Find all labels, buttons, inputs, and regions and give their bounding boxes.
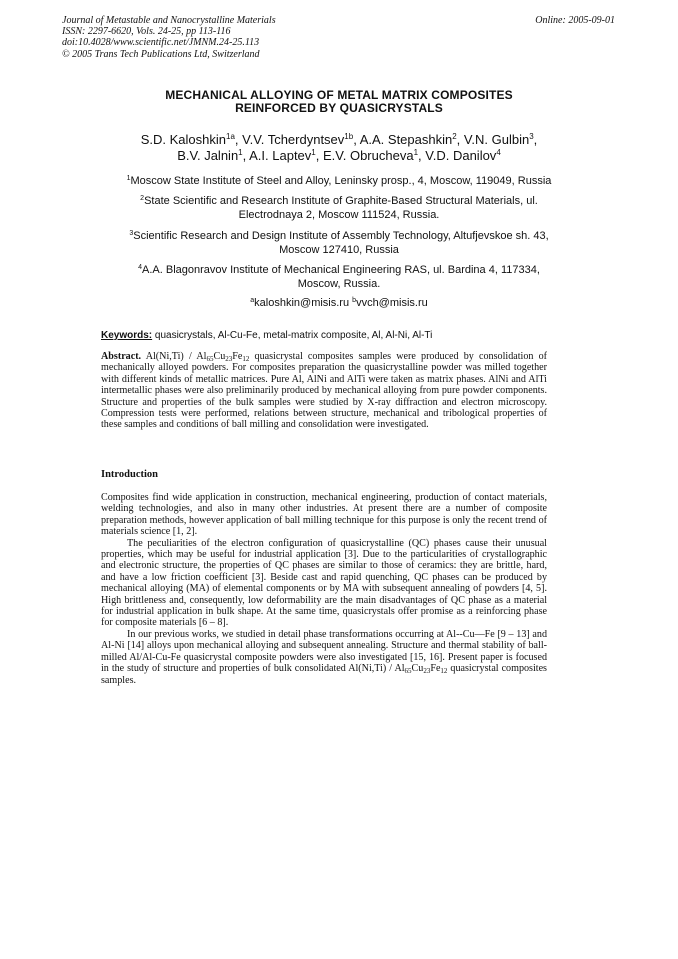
affil-text: Moscow, Russia. [297, 277, 381, 290]
abstract-label: Abstract. [101, 351, 142, 362]
affil-mark: 1 [126, 175, 131, 182]
author: V.D. Danilov [425, 148, 497, 163]
online-date: Online: 2005-09-01 [535, 15, 615, 26]
copyright-line: © 2005 Trans Tech Publications Ltd, Switzerland [62, 48, 260, 60]
title-line-2: REINFORCED BY QUASICRYSTALS [235, 101, 443, 115]
author: S.D. Kaloshkin [140, 132, 226, 147]
doi-line: doi:10.4028/www.scientific.net/JMNM.24-25.113 [62, 37, 260, 49]
email-mark: a [250, 297, 255, 304]
affiliation-2 [80, 195, 598, 223]
title-line-1: MECHANICAL ALLOYING OF METAL MATRIX COMPOSITES [165, 88, 513, 102]
subscript: 23 [423, 667, 431, 676]
subscript: 65 [206, 355, 214, 363]
affil-text: Electrodnaya 2, Moscow 111524, Russia. [238, 208, 440, 221]
author: V.V. Tcherdyntsev [242, 132, 345, 147]
affil-text: Moscow 127410, Russia [279, 243, 399, 256]
author: V.N. Gulbin [463, 132, 530, 147]
author-affil-mark: 2 [452, 132, 457, 141]
author: A.A. Stepashkin [359, 132, 453, 147]
author-affil-mark: 1b [344, 132, 354, 141]
email-link[interactable]: vvch@misis.ru [356, 297, 428, 309]
abstract [101, 351, 547, 431]
section-heading-introduction: Introduction [101, 469, 158, 480]
abstract-text: Cu [213, 351, 226, 362]
keywords-line [101, 330, 601, 342]
author-affil-mark: 3 [529, 132, 534, 141]
subscript: 12 [242, 355, 250, 363]
intro-text: In our previous works, we studied in detail phase transformations occurring at Al--Cu—Fe [9 – 13] and Al-Ni [14] alloys upon mechanical alloying and subsequent annealing. Structure and thermal stability of ball-milled Al/Al-Cu-Fe quasicrystal composite powders were also investigated [15, 16]. Present paper is focused in the study of structure and properties of bulk consolidated Al(Ni,Ti) / Al [101, 628, 547, 675]
intro-text: quasicrystal composites samples. [101, 663, 547, 686]
author: A.I. Laptev [249, 148, 312, 163]
affil-text: Moscow State Institute of Steel and Alloy, Leninsky prosp., 4, Moscow, 119049, Russia [130, 175, 552, 187]
affil-mark: 2 [140, 195, 145, 202]
subscript: 65 [404, 667, 412, 676]
affil-text: A.A. Blagonravov Institute of Mechanical Engineering RAS, ul. Bardina 4, 117334, [142, 264, 540, 276]
author-affil-mark: 1 [238, 148, 243, 157]
affil-text: State Scientific and Research Institute of Graphite-Based Structural Materials, ul. [144, 195, 538, 207]
email-mark: b [352, 297, 357, 304]
intro-paragraph-1: Composites find wide application in construction, mechanical engineering, production of contact materials, welding technologies, and also in many other industries. At present there are a number of composite preparation methods, however application of ball milling technique for this purpose is only the recent trend of materials science [1, 2]. [101, 492, 547, 538]
contact-emails [80, 297, 598, 311]
author: B.V. Jalnin [177, 148, 239, 163]
intro-text: Cu [411, 663, 424, 675]
authors-line-1: S.D. Kaloshkin$^{1a}$, V.V. Tcherdyntsev$^{1b}$, A.A. Stepashkin$^2$, V.N. Gulbin$^3$, [140, 132, 538, 147]
author-list [62, 132, 616, 164]
author-affil-mark: 4 [496, 148, 501, 157]
author-affil-mark: 1 [311, 148, 316, 157]
author-affil-mark: 1 [413, 148, 419, 157]
subscript: 12 [440, 667, 448, 676]
abstract-text: quasicrystal composites samples were produced by consolidation of mechanically alloyed powders. For composites preparation the quasicrystalline powder was milled together with different kinds of metallic matrices. Pure Al, AlNi and AlTi were taken as matrix phases. AlNi and AlTi intermetallic phases were also preliminarily produced by mechanical alloying from pure powder components. Structure and properties of the bulk samples were studied by X-ray diffraction and electron microscopy. Compression tests were performed, relations between structure, mechanical and tribological properties of these samples and conditions of ball milling and consolidation were investigated. [101, 351, 548, 431]
abstract-text: Fe [232, 351, 243, 362]
affiliation-3 [80, 230, 598, 258]
paper-title [62, 89, 616, 115]
affil-mark: 3 [129, 230, 134, 237]
keywords-label: Keywords: [101, 330, 153, 341]
affil-text: Scientific Research and Design Institute of Assembly Technology, Altufjevskoe sh. 43, [133, 230, 549, 242]
journal-header [62, 15, 482, 60]
journal-name: Journal of Metastable and Nanocrystalline Materials [62, 15, 276, 26]
intro-paragraph-2: The peculiarities of the electron configuration of quasicrystalline (QC) phases cause their unusual properties, which may be useful for industrial application [3]. Due to the particularities of crystallographic and electronic structure, the properties of QC phases are similar to those of ceramics: they are brittle, hard, and have a low friction coefficient [3]. Beside cast and rapid quenching, QC phases can be produced by mechanical alloying (MA) of elemental components or by MA with subsequent annealing of powders [4, 5]. High brittleness and, consequently, low deformability are the main disadvantages of QC phase as a material for industrial application in bulk shape. At the same time, quasicrystals offer promise as a reinforcing phase for composite materials [6 – 8]. [101, 537, 547, 629]
authors-line-2: B.V. Jalnin$^1$, A.I. Laptev$^1$, E.V. Obrucheva$^1$, V.D. Danilov$^4$ [177, 148, 501, 163]
affiliation-4 [80, 264, 598, 292]
intro-text: Fe [430, 663, 441, 675]
abstract-text: Al(Ni,Ti) / Al [141, 351, 207, 362]
email-link[interactable]: kaloshkin@misis.ru [254, 297, 350, 309]
author: E.V. Obrucheva [322, 148, 414, 163]
affiliation-1 [80, 175, 598, 189]
subscript: 23 [225, 355, 233, 363]
affil-mark: 4 [138, 264, 143, 271]
author-affil-mark: 1a [226, 132, 235, 141]
issn-line: ISSN: 2297-6620, Vols. 24-25, pp 113-116 [62, 26, 231, 38]
keywords-text: quasicrystals, Al-Cu-Fe, metal-matrix composite, Al, Al-Ni, Al-Ti [152, 330, 433, 341]
introduction-body [101, 492, 547, 686]
intro-paragraph-3 [101, 629, 547, 686]
